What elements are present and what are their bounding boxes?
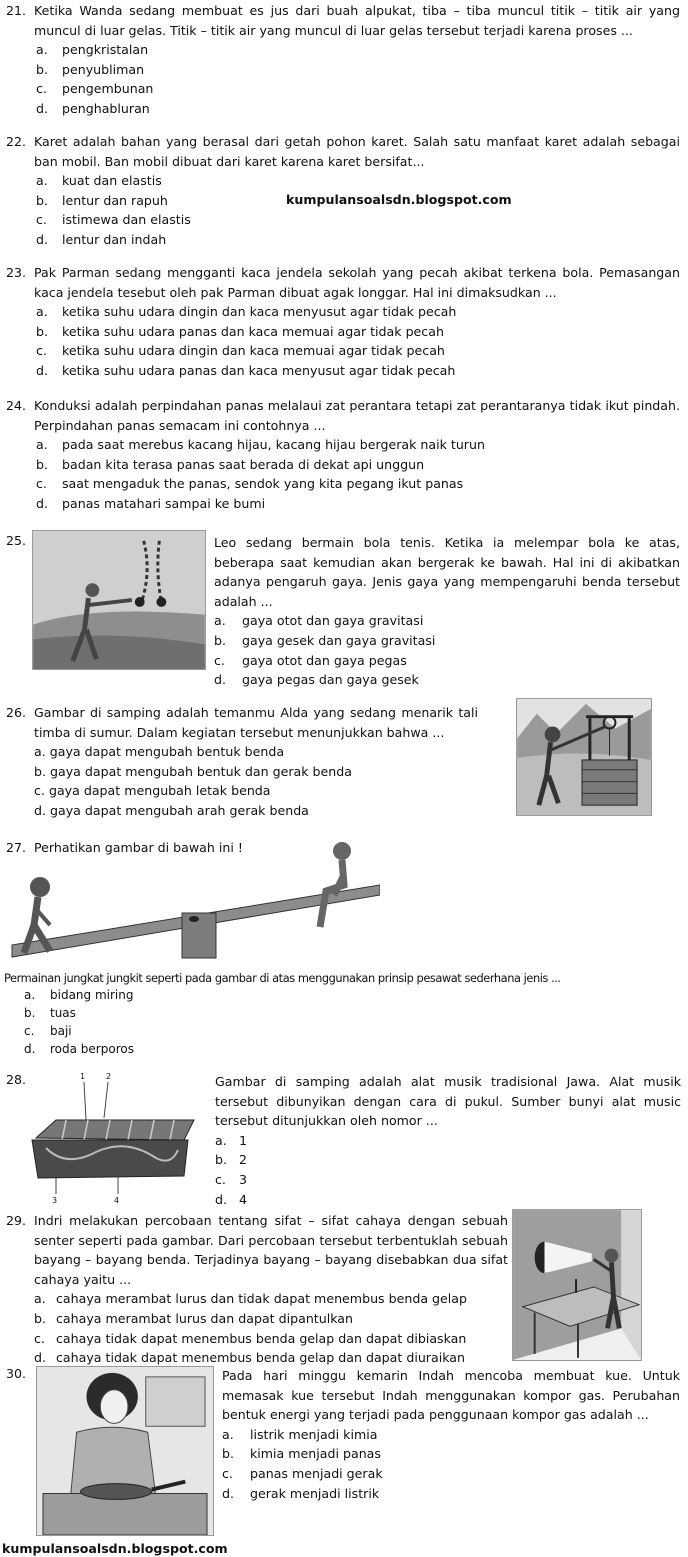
option-d[interactable]: d. gaya dapat mengubah arah gerak benda [34,802,309,818]
option-b[interactable]: b. badan kita terasa panas saat berada di dekat api unggun [36,456,425,472]
seesaw-illustration [4,835,380,965]
option-c[interactable]: c. saat mengaduk the panas, sendok yang kita pegang ikut panas [36,476,464,492]
question-text: Karet adalah bahan yang berasal dari getah pohon karet. Salah satu manfaat karet adalah sebagai ban mobil. Ban mobil dibuat dari karet karena karet bersifat... [34,134,680,169]
option-b[interactable]: b. tuas [24,1006,76,1020]
option-c[interactable]: c. pengembunan [36,81,154,97]
option-d[interactable]: d. gerak menjadi listrik [222,1485,380,1501]
question-number: 27. [6,840,27,855]
option-b[interactable]: b. gaya dapat mengubah bentuk dan gerak benda [34,763,352,779]
question-number: 29. [6,1213,27,1228]
question-number: 30. [6,1366,27,1381]
question-28 [215,1072,681,1209]
option-c[interactable]: c. 3 [215,1171,248,1187]
option-a[interactable]: a. kuat dan elastis [36,173,162,189]
option-d[interactable]: d. ketika suhu udara panas dan kaca menyusut agar tidak pecah [36,362,456,378]
options [36,171,680,249]
option-d[interactable]: d. roda berporos [24,1042,134,1056]
option-b[interactable]: b. cahaya merambat lurus dan dapat dipantulkan [34,1310,353,1326]
options [34,742,478,820]
option-c[interactable]: c. gaya dapat mengubah letak benda [34,783,271,799]
flashlight-illustration [513,1210,641,1360]
option-a[interactable]: a. pada saat merebus kacang hijau, kacang hijau bergerak naik turun [36,437,485,453]
option-a[interactable]: a. bidang miring [24,988,134,1002]
question-number: 21. [6,3,27,18]
option-b[interactable]: b. penyubliman [36,61,145,77]
question-27-text-2: Permainan jungkat jungkit seperti pada gambar di atas menggunakan prinsip pesawat sederhana jenis ... [4,971,561,985]
option-d[interactable]: d. gaya pegas dan gaya gesek [214,672,419,688]
option-a[interactable]: a. gaya dapat mengubah bentuk benda [34,744,285,760]
option-b[interactable]: b. 2 [215,1152,248,1168]
option-a[interactable]: a. listrik menjadi kimia [222,1426,378,1442]
options [34,1289,508,1367]
options [222,1425,680,1503]
options [214,611,680,689]
options [36,302,680,380]
option-d[interactable]: d. panas matahari sampai ke bumi [36,495,266,511]
question-text: Perhatikan gambar di bawah ini ! [34,840,243,855]
option-b[interactable]: b. kimia menjadi panas [222,1446,381,1462]
option-c[interactable]: c. cahaya tidak dapat menembus benda gelap dan dapat dibiaskan [34,1330,467,1346]
option-d[interactable]: d. lentur dan indah [36,231,167,247]
option-a[interactable]: a. pengkristalan [36,42,149,58]
question-number: 25. [6,533,27,548]
watermark: kumpulansoalsdn.blogspot.com [286,192,512,207]
option-a[interactable]: a. 1 [215,1132,248,1148]
question-number: 26. [6,705,27,720]
label-4: 4 [114,1196,120,1205]
label-1: 1 [80,1072,86,1081]
question-26 [6,703,478,821]
well-figure [516,698,652,816]
option-d[interactable]: d. 4 [215,1191,248,1207]
question-29 [6,1211,508,1368]
cooking-illustration [37,1367,213,1535]
question-text: Pada hari minggu kemarin Indah mencoba membuat kue. Untuk memasak kue tersebut Indah menggunakan kompor gas. Perubahan bentuk energi yang terjadi pada penggunaan kompor gas adalah ... [222,1368,680,1423]
label-3: 3 [52,1196,58,1205]
question-text: Ketika Wanda sedang membuat es jus dari buah alpukat, tiba – tiba muncul titik – titik air yang muncul di luar gelas. Titik – titik air yang muncul di luar gelas tersebut terjadi karena proses ... [34,3,680,38]
option-c[interactable]: c. istimewa dan elastis [36,212,191,228]
question-text: Indri melakukan percobaan tentang sifat – sifat cahaya dengan sebuah senter seperti pada gambar. Dari percobaan tersebut terbentuklah sebuah bayang – bayang benda. Terjadinya bayang – bayang disebabkan dua sifat cahaya yaitu ... [34,1213,508,1287]
question-25 [214,533,680,690]
gamelan-figure [26,1068,206,1208]
question-text: Pak Parman sedang mengganti kaca jendela sekolah yang pecah akibat terkena bola. Pemasangan kaca jendela tesebut oleh pak Parman dibuat agak longgar. Hal ini dimaksudkan ... [34,265,680,300]
flashlight-figure [512,1209,642,1361]
gamelan-illustration [26,1068,206,1208]
question-21 [6,1,680,119]
question-number: 28. [6,1072,27,1087]
well-illustration [517,699,651,815]
question-text: Gambar di samping adalah alat musik tradisional Jawa. Alat musik tersebut dibunyikan dengan cara di pukul. Sumber bunyi alat music tersebut ditunjukkan oleh nomor ... [215,1074,681,1129]
question-text: Leo sedang bermain bola tenis. Ketika ia melempar bola ke atas, beberapa saat kemudian akan bergerak ke bawah. Hal ini di akibatkan adanya pengaruh gaya. Jenis gaya yang mempengaruhi benda tersebut adalah ... [214,535,680,609]
question-22 [6,132,680,250]
seesaw-figure [4,835,380,965]
option-c[interactable]: c. ketika suhu udara dingin dan kaca memuai agar tidak pecah [36,343,445,359]
juggler-illustration [33,531,205,669]
option-a[interactable]: a. cahaya merambat lurus dan tidak dapat menembus benda gelap [34,1291,468,1307]
option-c[interactable]: c. gaya otot dan gaya pegas [214,652,407,668]
question-30 [222,1366,680,1503]
option-b[interactable]: b. gaya gesek dan gaya gravitasi [214,632,436,648]
cooking-figure [36,1366,214,1536]
option-c[interactable]: c. baji [24,1024,72,1038]
question-23 [6,263,680,381]
question-number: 23. [6,265,27,280]
option-a[interactable]: a. ketika suhu udara dingin dan kaca menyusut agar tidak pecah [36,304,457,320]
question-number: 22. [6,134,27,149]
question-27-options [24,986,134,1058]
question-text: Konduksi adalah perpindahan panas melalaui zat perantara tetapi zat perantaranya tidak ikut pindah. Perpindahan panas semacam ini contohnya ... [34,398,680,433]
question-text: Gambar di samping adalah temanmu Alda yang sedang menarik tali timba di sumur. Dalam kegiatan tersebut menunjukkan bahwa ... [34,705,478,740]
options [215,1131,681,1209]
juggler-figure [32,530,206,670]
question-number: 24. [6,398,27,413]
options [36,435,680,513]
option-d[interactable]: d. penghabluran [36,100,150,116]
option-d[interactable]: d. cahaya tidak dapat menembus benda gelap dan dapat diuraikan [34,1350,465,1366]
option-c[interactable]: c. panas menjadi gerak [222,1465,383,1481]
question-24 [6,396,680,514]
options [36,40,680,118]
label-2: 2 [106,1072,112,1081]
footer-watermark: kumpulansoalsdn.blogspot.com [2,1541,228,1556]
option-b[interactable]: b. lentur dan rapuh [36,192,168,208]
option-b[interactable]: b. ketika suhu udara panas dan kaca memuai agar tidak pecah [36,323,444,339]
option-a[interactable]: a. gaya otot dan gaya gravitasi [214,613,424,629]
